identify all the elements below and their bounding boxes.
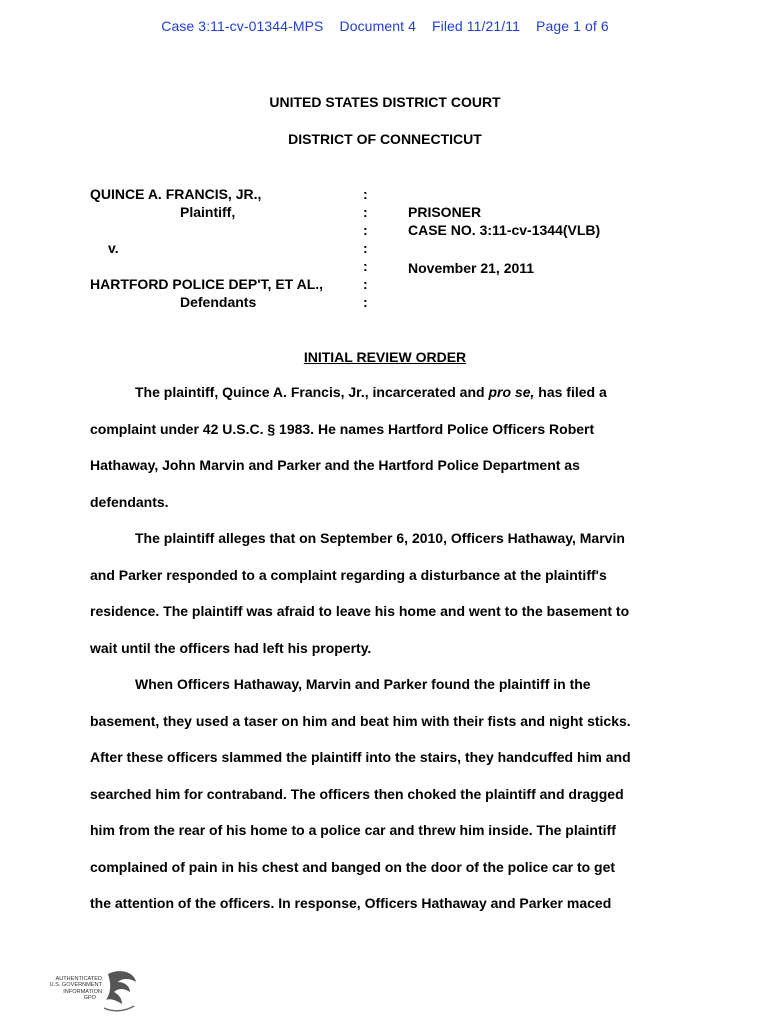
- paragraph-line: him from the rear of his home to a police car and threw him inside. The plaintiff: [90, 822, 616, 838]
- gpo-authentication-seal: [40, 968, 136, 1014]
- paragraph-line: the attention of the officers. In response, Officers Hathaway and Parker maced: [90, 895, 612, 911]
- paragraph-line: When Officers Hathaway, Marvin and Parker found the plaintiff in the: [135, 676, 591, 692]
- case-number-stamp: Case 3:11-cv-01344-MPS: [161, 18, 324, 34]
- caption-colon: :: [363, 222, 368, 238]
- paragraph-line: complaint under 42 U.S.C. § 1983. He names Hartford Police Officers Robert: [90, 421, 595, 437]
- filing-header: [0, 18, 770, 34]
- text-run: has filed a: [534, 384, 607, 400]
- filed-date-stamp: Filed 11/21/11: [431, 18, 521, 34]
- caption-colon: :: [363, 276, 368, 292]
- gpo-seal-line: U.S. GOVERNMENT: [49, 982, 102, 989]
- paragraph-line: complained of pain in his chest and banged on the door of the police car to get: [90, 859, 616, 875]
- paragraph-line: basement, they used a taser on him and beat him with their fists and night sticks.: [90, 713, 631, 729]
- paragraph-line: The plaintiff alleges that on September 6, 2010, Officers Hathaway, Marvin: [135, 530, 625, 546]
- gpo-seal-line: GPO: [83, 995, 96, 1002]
- caption-colon: :: [363, 258, 368, 274]
- text-run: The plaintiff, Quince A. Francis, Jr., incarcerated and: [135, 384, 489, 400]
- gpo-seal-line: AUTHENTICATED: [55, 976, 102, 982]
- defendant-name: HARTFORD POLICE DEP'T, ET AL.,: [90, 276, 324, 292]
- document-number-stamp: Document 4: [339, 18, 416, 34]
- paragraph-line: After these officers slammed the plaintiff into the stairs, they handcuffed him and: [90, 749, 631, 765]
- paragraph-line: [135, 384, 607, 400]
- court-name: UNITED STATES DISTRICT COURT: [269, 94, 501, 110]
- case-caption: [90, 186, 710, 316]
- order-date: November 21, 2011: [408, 260, 535, 276]
- paragraph-line: Hathaway, John Marvin and Parker and the Hartford Police Department as: [90, 457, 580, 473]
- defendant-role: Defendants: [180, 294, 257, 310]
- emphasis-text: pro se,: [488, 384, 535, 400]
- caption-colon: :: [363, 186, 368, 202]
- paragraph-line: and Parker responded to a complaint regarding a disturbance at the plaintiff's: [90, 567, 607, 583]
- page-number-stamp: Page 1 of 6: [536, 18, 609, 34]
- prisoner-label: PRISONER: [408, 204, 482, 220]
- paragraph-line: wait until the officers had left his property.: [90, 640, 372, 656]
- gpo-seal-line: INFORMATION: [63, 988, 102, 995]
- paragraph-line: searched him for contraband. The officers then choked the plaintiff and dragged: [90, 786, 624, 802]
- plaintiff-role: Plaintiff,: [180, 204, 236, 220]
- versus-label: v.: [108, 240, 119, 256]
- court-district: DISTRICT OF CONNECTICUT: [288, 131, 482, 147]
- gpo-seal-text: [40, 976, 102, 1002]
- order-title: INITIAL REVIEW ORDER: [303, 349, 467, 365]
- paragraph-line: defendants.: [90, 494, 169, 510]
- case-number: CASE NO. 3:11-cv-1344(VLB): [408, 222, 601, 238]
- paragraph-line: residence. The plaintiff was afraid to leave his home and went to the basement to: [90, 603, 630, 619]
- caption-colon: :: [363, 204, 368, 220]
- plaintiff-name: QUINCE A. FRANCIS, JR.,: [90, 186, 262, 202]
- caption-colon: :: [363, 294, 368, 310]
- caption-colon: :: [363, 240, 368, 256]
- eagle-icon: [100, 968, 140, 1014]
